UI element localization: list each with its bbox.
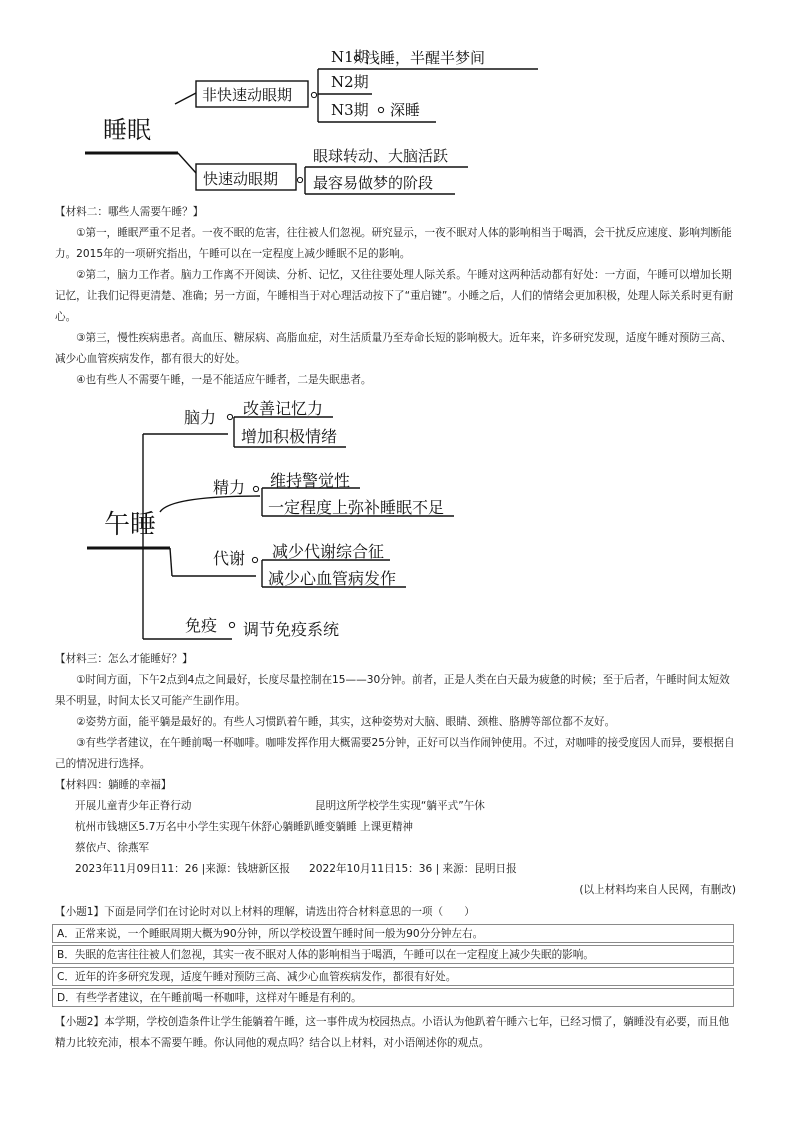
rem-desc-2: 最容易做梦的阶段: [313, 174, 434, 192]
n3-label: N3期: [331, 101, 369, 119]
energy-item-2: 一定程度上弥补睡眠不足: [268, 498, 445, 517]
material4-headline-2: 昆明这所学校学生实现“躺平式”午休: [315, 800, 485, 812]
material2-heading: 【材料二：哪些人需要午睡？】: [55, 206, 204, 218]
material4-headline-1: 开展儿童青少年正脊行动: [75, 800, 192, 812]
material4-authors: 蔡依卢、徐燕军: [75, 842, 150, 854]
sleep-root: 睡眠: [103, 116, 151, 144]
metab-label: 代谢: [213, 549, 246, 568]
metab-item-2: 减少心血管病发作: [268, 569, 397, 588]
q1-option-d[interactable]: D．有些学者建议，在午睡前喝一杯咖啡，这样对午睡是有利的。: [52, 988, 734, 1007]
q1-option-a[interactable]: A．正常来说，一个睡眠周期大概为90分钟，所以学校设置午睡时间一般为90分分钟左右。: [52, 924, 734, 943]
n1-desc: 浅睡，半醒半梦间: [365, 49, 486, 67]
material4-heading: 【材料四：躺睡的幸福】: [55, 779, 172, 791]
material4-headline-3: 杭州市钱塘区5.7万名中小学生实现午休舒心躺睡趴睡变躺睡 上课更精神: [75, 821, 414, 833]
material3-paragraph-3: ③有些学者建议，在午睡前喝一杯咖啡。咖啡发挥作用大概需要25分钟，正好可以当作闹钟使用。不过，对咖啡的接受度因人而异，要根据自己的情况进行选择。: [55, 737, 735, 770]
brain-item-2: 增加积极情绪: [241, 427, 338, 446]
material2-paragraph-3: ③第三，慢性疾病患者。高血压、糖尿病、高脂血症，对生活质量乃至寿命长短的影响极大。近年来，许多研究发现，适度午睡对预防三高、减少心血管疾病发作，都有很大的好处。: [55, 332, 732, 365]
rem-desc-1: 眼球转动、大脑活跃: [313, 147, 449, 165]
energy-item-1: 维持警觉性: [270, 471, 351, 490]
material4-source: (以上材料均来自人民网，有删改): [579, 884, 736, 896]
q1-option-c[interactable]: C．近年的许多研究发现，适度午睡对预防三高、减少心血管疾病发作，都很有好处。: [52, 967, 734, 986]
n2-label: N2期: [331, 73, 369, 91]
material2-paragraph-4: ④也有些人不需要午睡，一是不能适应午睡者，二是失眠患者。: [76, 374, 372, 386]
material4-date-1: 2023年11月09日11：26 |来源：钱塘新区报: [75, 863, 290, 875]
immune-item-1: 调节免疫系统: [243, 620, 340, 639]
q2-text: 【小题2】本学期，学校创造条件让学生能躺着午睡，这一事件成为校园热点。小语认为他趴着午睡六七年，已经习惯了，躺睡没有必要，而且他精力比较充沛，根本不需要午睡。你认同他的观点吗？结合以上材料，对小语阐述你的观点。: [55, 1016, 730, 1049]
q1-option-b[interactable]: B．失眠的危害往往被人们忽视，其实一夜不眠对人体的影响相当于喝酒，午睡可以在一定程度上减少失眠的影响。: [52, 945, 734, 964]
material3-paragraph-1: ①时间方面，下午2点到4点之间最好，长度尽量控制在15——30分钟。前者，正是人类在白天最为疲惫的时候；至于后者，午睡时间太短效果不明显，时间太长又可能产生副作用。: [55, 674, 730, 707]
brain-label: 脑力: [184, 408, 217, 427]
material4-date-2: 2022年10月11日15：36 | 来源：昆明日报: [309, 863, 517, 875]
material2-paragraph-1: ①第一，睡眠严重不足者。一夜不眠的危害，往往被人们忽视。研究显示，一夜不眠对人体的影响相当于喝酒，会干扰反应速度、影响判断能力。2015年的一项研究指出，午睡可以在一定程度上减少睡眠不足的影响。: [55, 227, 732, 260]
material3-heading: 【材料三：怎么才能睡好？】: [55, 653, 193, 665]
material3-paragraph-2: ②姿势方面，能平躺是最好的。有些人习惯趴着午睡，其实，这种姿势对大脑、眼睛、颈椎、胳膊等部位都不友好。: [76, 716, 616, 728]
n3-desc: 深睡: [390, 101, 421, 119]
nap-root: 午睡: [104, 510, 157, 540]
material2-paragraph-2: ②第二，脑力工作者。脑力工作离不开阅读、分析、记忆，又往往要处理人际关系。午睡对这两种活动都有好处：一方面，午睡可以增加长期记忆，让我们记得更清楚、准确；另一方面，午睡相当于对心理活动按下了“重启键”。小睡之后，人们的情绪会更加积极，处理人际关系时更有耐心。: [55, 269, 734, 323]
n1-label: N1期: [331, 48, 369, 66]
rem-label: 快速动眼期: [203, 170, 279, 188]
nrem-label: 非快速动眼期: [202, 86, 293, 104]
q1-stem: 【小题1】下面是同学们在讨论时对以上材料的理解，请选出符合材料意思的一项（ ）: [55, 906, 475, 918]
energy-label: 精力: [213, 478, 246, 497]
immune-label: 免疫: [185, 616, 218, 635]
brain-item-1: 改善记忆力: [243, 399, 324, 418]
metab-item-1: 减少代谢综合征: [272, 542, 385, 561]
